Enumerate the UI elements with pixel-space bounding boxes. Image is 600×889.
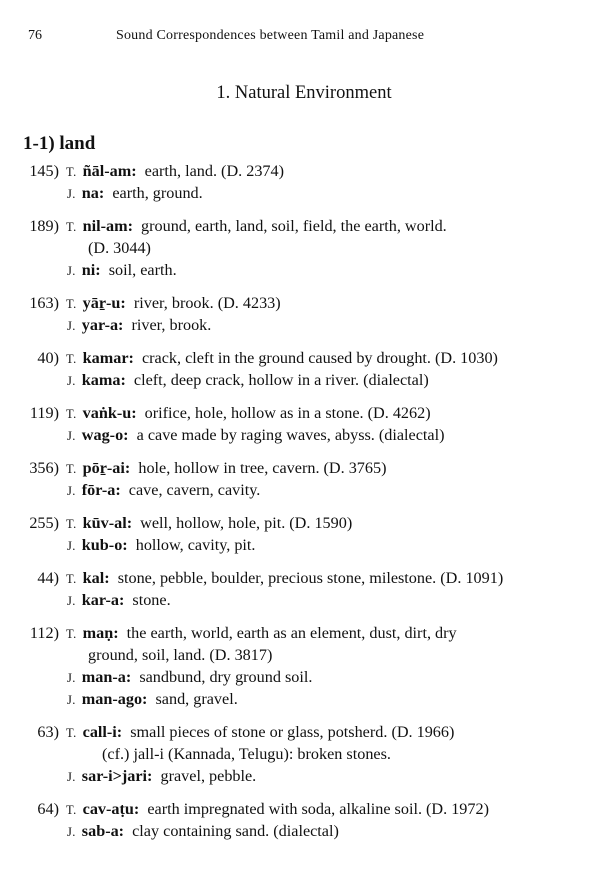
- entry-number: 145): [29, 162, 59, 180]
- japanese-gloss: gravel, pebble.: [156, 767, 257, 785]
- japanese-form: [67, 479, 260, 502]
- tamil-word: nil-am:: [82, 217, 133, 235]
- language-tag: T.: [66, 220, 77, 234]
- tamil-form: [66, 347, 498, 370]
- tamil-form: [66, 402, 431, 425]
- japanese-word: kama:: [81, 371, 126, 389]
- language-tag: J.: [67, 187, 76, 201]
- cf-line: [0, 743, 600, 765]
- japanese-form: [67, 765, 256, 788]
- dictionary-entry: [0, 292, 600, 336]
- tamil-line: [0, 798, 600, 820]
- tamil-word: call-i:: [82, 723, 123, 741]
- tamil-line: [0, 160, 600, 182]
- language-tag: J.: [67, 693, 76, 707]
- japanese-line: [0, 259, 600, 281]
- japanese-form: [67, 259, 177, 282]
- japanese-gloss: cave, cavern, cavity.: [124, 481, 261, 499]
- tamil-word: kūv-al:: [82, 514, 133, 532]
- language-tag: T.: [66, 803, 77, 817]
- japanese-line: [0, 534, 600, 556]
- tamil-line: [0, 347, 600, 369]
- tamil-form: [66, 457, 386, 480]
- japanese-gloss: a cave made by raging waves, abyss. (dialectal): [132, 426, 445, 444]
- tamil-line: [0, 215, 600, 237]
- japanese-line: [0, 688, 600, 710]
- tamil-form: [66, 567, 503, 590]
- language-tag: T.: [66, 407, 77, 421]
- japanese-form: [67, 589, 171, 612]
- tamil-line: [0, 512, 600, 534]
- language-tag: T.: [66, 627, 77, 641]
- language-tag: J.: [67, 825, 76, 839]
- japanese-word: kar-a:: [81, 591, 125, 609]
- language-tag: T.: [66, 726, 77, 740]
- dictionary-entry: [0, 215, 600, 281]
- tamil-gloss: well, hollow, hole, pit. (D. 1590): [136, 514, 353, 532]
- entry-number: 112): [29, 624, 59, 642]
- tamil-form: [66, 622, 457, 645]
- language-tag: J.: [67, 594, 76, 608]
- japanese-form: [67, 666, 312, 689]
- japanese-gloss: earth, ground.: [108, 184, 203, 202]
- language-tag: J.: [67, 484, 76, 498]
- dictionary-entry: [0, 567, 600, 611]
- page-number: 76: [28, 28, 42, 43]
- japanese-word: yar-a:: [81, 316, 124, 334]
- entry-number: 356): [29, 459, 59, 477]
- japanese-form: [67, 182, 203, 205]
- language-tag: J.: [67, 429, 76, 443]
- cross-reference: (cf.) jall-i (Kannada, Telugu): broken stones.: [102, 745, 391, 763]
- tamil-gloss: ground, earth, land, soil, field, the earth, world.: [137, 217, 447, 235]
- language-tag: J.: [67, 264, 76, 278]
- language-tag: J.: [67, 539, 76, 553]
- japanese-gloss: stone.: [128, 591, 171, 609]
- tamil-word: maṇ:: [82, 624, 119, 642]
- tamil-form: [66, 721, 454, 744]
- japanese-word: fōr-a:: [81, 481, 121, 499]
- dictionary-entry: [0, 512, 600, 556]
- entry-number: 63): [37, 723, 59, 741]
- language-tag: T.: [66, 352, 77, 366]
- dictionary-entry: [0, 457, 600, 501]
- tamil-word: cav-aṭu:: [82, 800, 140, 818]
- dictionary-entry: [0, 721, 600, 787]
- tamil-line: [0, 567, 600, 589]
- japanese-form: [67, 369, 429, 392]
- dictionary-entry: [0, 347, 600, 391]
- running-title: Sound Correspondences between Tamil and Japanese: [116, 28, 425, 43]
- language-tag: T.: [66, 165, 77, 179]
- entry-number: 64): [37, 800, 59, 818]
- japanese-gloss: sandbund, dry ground soil.: [135, 668, 313, 686]
- chapter-title: 1. Natural Environment: [216, 83, 392, 103]
- tamil-word: pōṟ-ai:: [82, 459, 131, 477]
- tamil-form: [66, 292, 281, 315]
- japanese-word: kub-o:: [81, 536, 128, 554]
- japanese-line: [0, 820, 600, 842]
- japanese-gloss: soil, earth.: [104, 261, 177, 279]
- entry-number: 44): [37, 569, 59, 587]
- tamil-gloss: small pieces of stone or glass, potsherd. (D. 1966): [126, 723, 455, 741]
- entry-number: 119): [29, 404, 59, 422]
- tamil-line: [0, 622, 600, 644]
- tamil-word: ñāl-am:: [82, 162, 137, 180]
- language-tag: J.: [67, 374, 76, 388]
- tamil-gloss: hole, hollow in tree, cavern. (D. 3765): [134, 459, 387, 477]
- tamil-word: yāṟ-u:: [82, 294, 126, 312]
- japanese-form: [67, 820, 339, 843]
- japanese-line: [0, 589, 600, 611]
- dictionary-entry: [0, 622, 600, 710]
- entry-number: 189): [29, 217, 59, 235]
- japanese-word: ni:: [81, 261, 101, 279]
- tamil-gloss: earth, land. (D. 2374): [140, 162, 284, 180]
- japanese-word: sab-a:: [81, 822, 125, 840]
- japanese-line: [0, 182, 600, 204]
- tamil-gloss-continued: ground, soil, land. (D. 3817): [88, 646, 273, 664]
- japanese-form: [67, 424, 445, 447]
- japanese-line: [0, 479, 600, 501]
- japanese-line: [0, 424, 600, 446]
- japanese-gloss: river, brook.: [127, 316, 212, 334]
- language-tag: J.: [67, 671, 76, 685]
- tamil-gloss: stone, pebble, boulder, precious stone, milestone. (D. 1091): [113, 569, 504, 587]
- language-tag: T.: [66, 297, 77, 311]
- tamil-word: vaṅk-u:: [82, 404, 137, 422]
- language-tag: T.: [66, 572, 77, 586]
- language-tag: J.: [67, 770, 76, 784]
- tamil-gloss: orifice, hole, hollow as in a stone. (D. 4262): [140, 404, 431, 422]
- japanese-line: [0, 666, 600, 688]
- japanese-word: na:: [81, 184, 105, 202]
- tamil-gloss: the earth, world, earth as an element, dust, dirt, dry: [122, 624, 457, 642]
- entry-number: 255): [29, 514, 59, 532]
- language-tag: T.: [66, 462, 77, 476]
- tamil-form: [66, 798, 489, 821]
- entry-number: 163): [29, 294, 59, 312]
- tamil-word: kamar:: [82, 349, 134, 367]
- dictionary-entry: [0, 798, 600, 842]
- language-tag: J.: [67, 319, 76, 333]
- dictionary-entry: [0, 160, 600, 204]
- language-tag: T.: [66, 517, 77, 531]
- japanese-gloss: cleft, deep crack, hollow in a river. (dialectal): [129, 371, 429, 389]
- tamil-continuation-line: [0, 644, 600, 666]
- tamil-line: [0, 292, 600, 314]
- tamil-gloss-continued: (D. 3044): [88, 239, 151, 257]
- japanese-form: [67, 688, 238, 711]
- tamil-line: [0, 402, 600, 424]
- tamil-form: [66, 160, 284, 183]
- tamil-gloss: earth impregnated with soda, alkaline soil. (D. 1972): [143, 800, 489, 818]
- japanese-form: [67, 534, 255, 557]
- tamil-word: kal:: [82, 569, 110, 587]
- japanese-word: man-a:: [81, 668, 132, 686]
- japanese-word: man-ago:: [81, 690, 148, 708]
- tamil-continuation-line: [0, 237, 600, 259]
- japanese-word: sar-i>jari:: [81, 767, 153, 785]
- japanese-line: [0, 765, 600, 787]
- tamil-line: [0, 721, 600, 743]
- tamil-form: [66, 215, 447, 238]
- japanese-form: [67, 314, 211, 337]
- japanese-gloss: clay containing sand. (dialectal): [128, 822, 339, 840]
- japanese-gloss: hollow, cavity, pit.: [131, 536, 256, 554]
- tamil-gloss: river, brook. (D. 4233): [129, 294, 281, 312]
- entry-list: [0, 160, 600, 853]
- section-title: 1-1) land: [23, 133, 96, 154]
- japanese-gloss: sand, gravel.: [151, 690, 238, 708]
- tamil-form: [66, 512, 352, 535]
- japanese-line: [0, 369, 600, 391]
- tamil-gloss: crack, cleft in the ground caused by drought. (D. 1030): [137, 349, 498, 367]
- japanese-word: wag-o:: [81, 426, 129, 444]
- tamil-line: [0, 457, 600, 479]
- entry-number: 40): [37, 349, 59, 367]
- dictionary-entry: [0, 402, 600, 446]
- japanese-line: [0, 314, 600, 336]
